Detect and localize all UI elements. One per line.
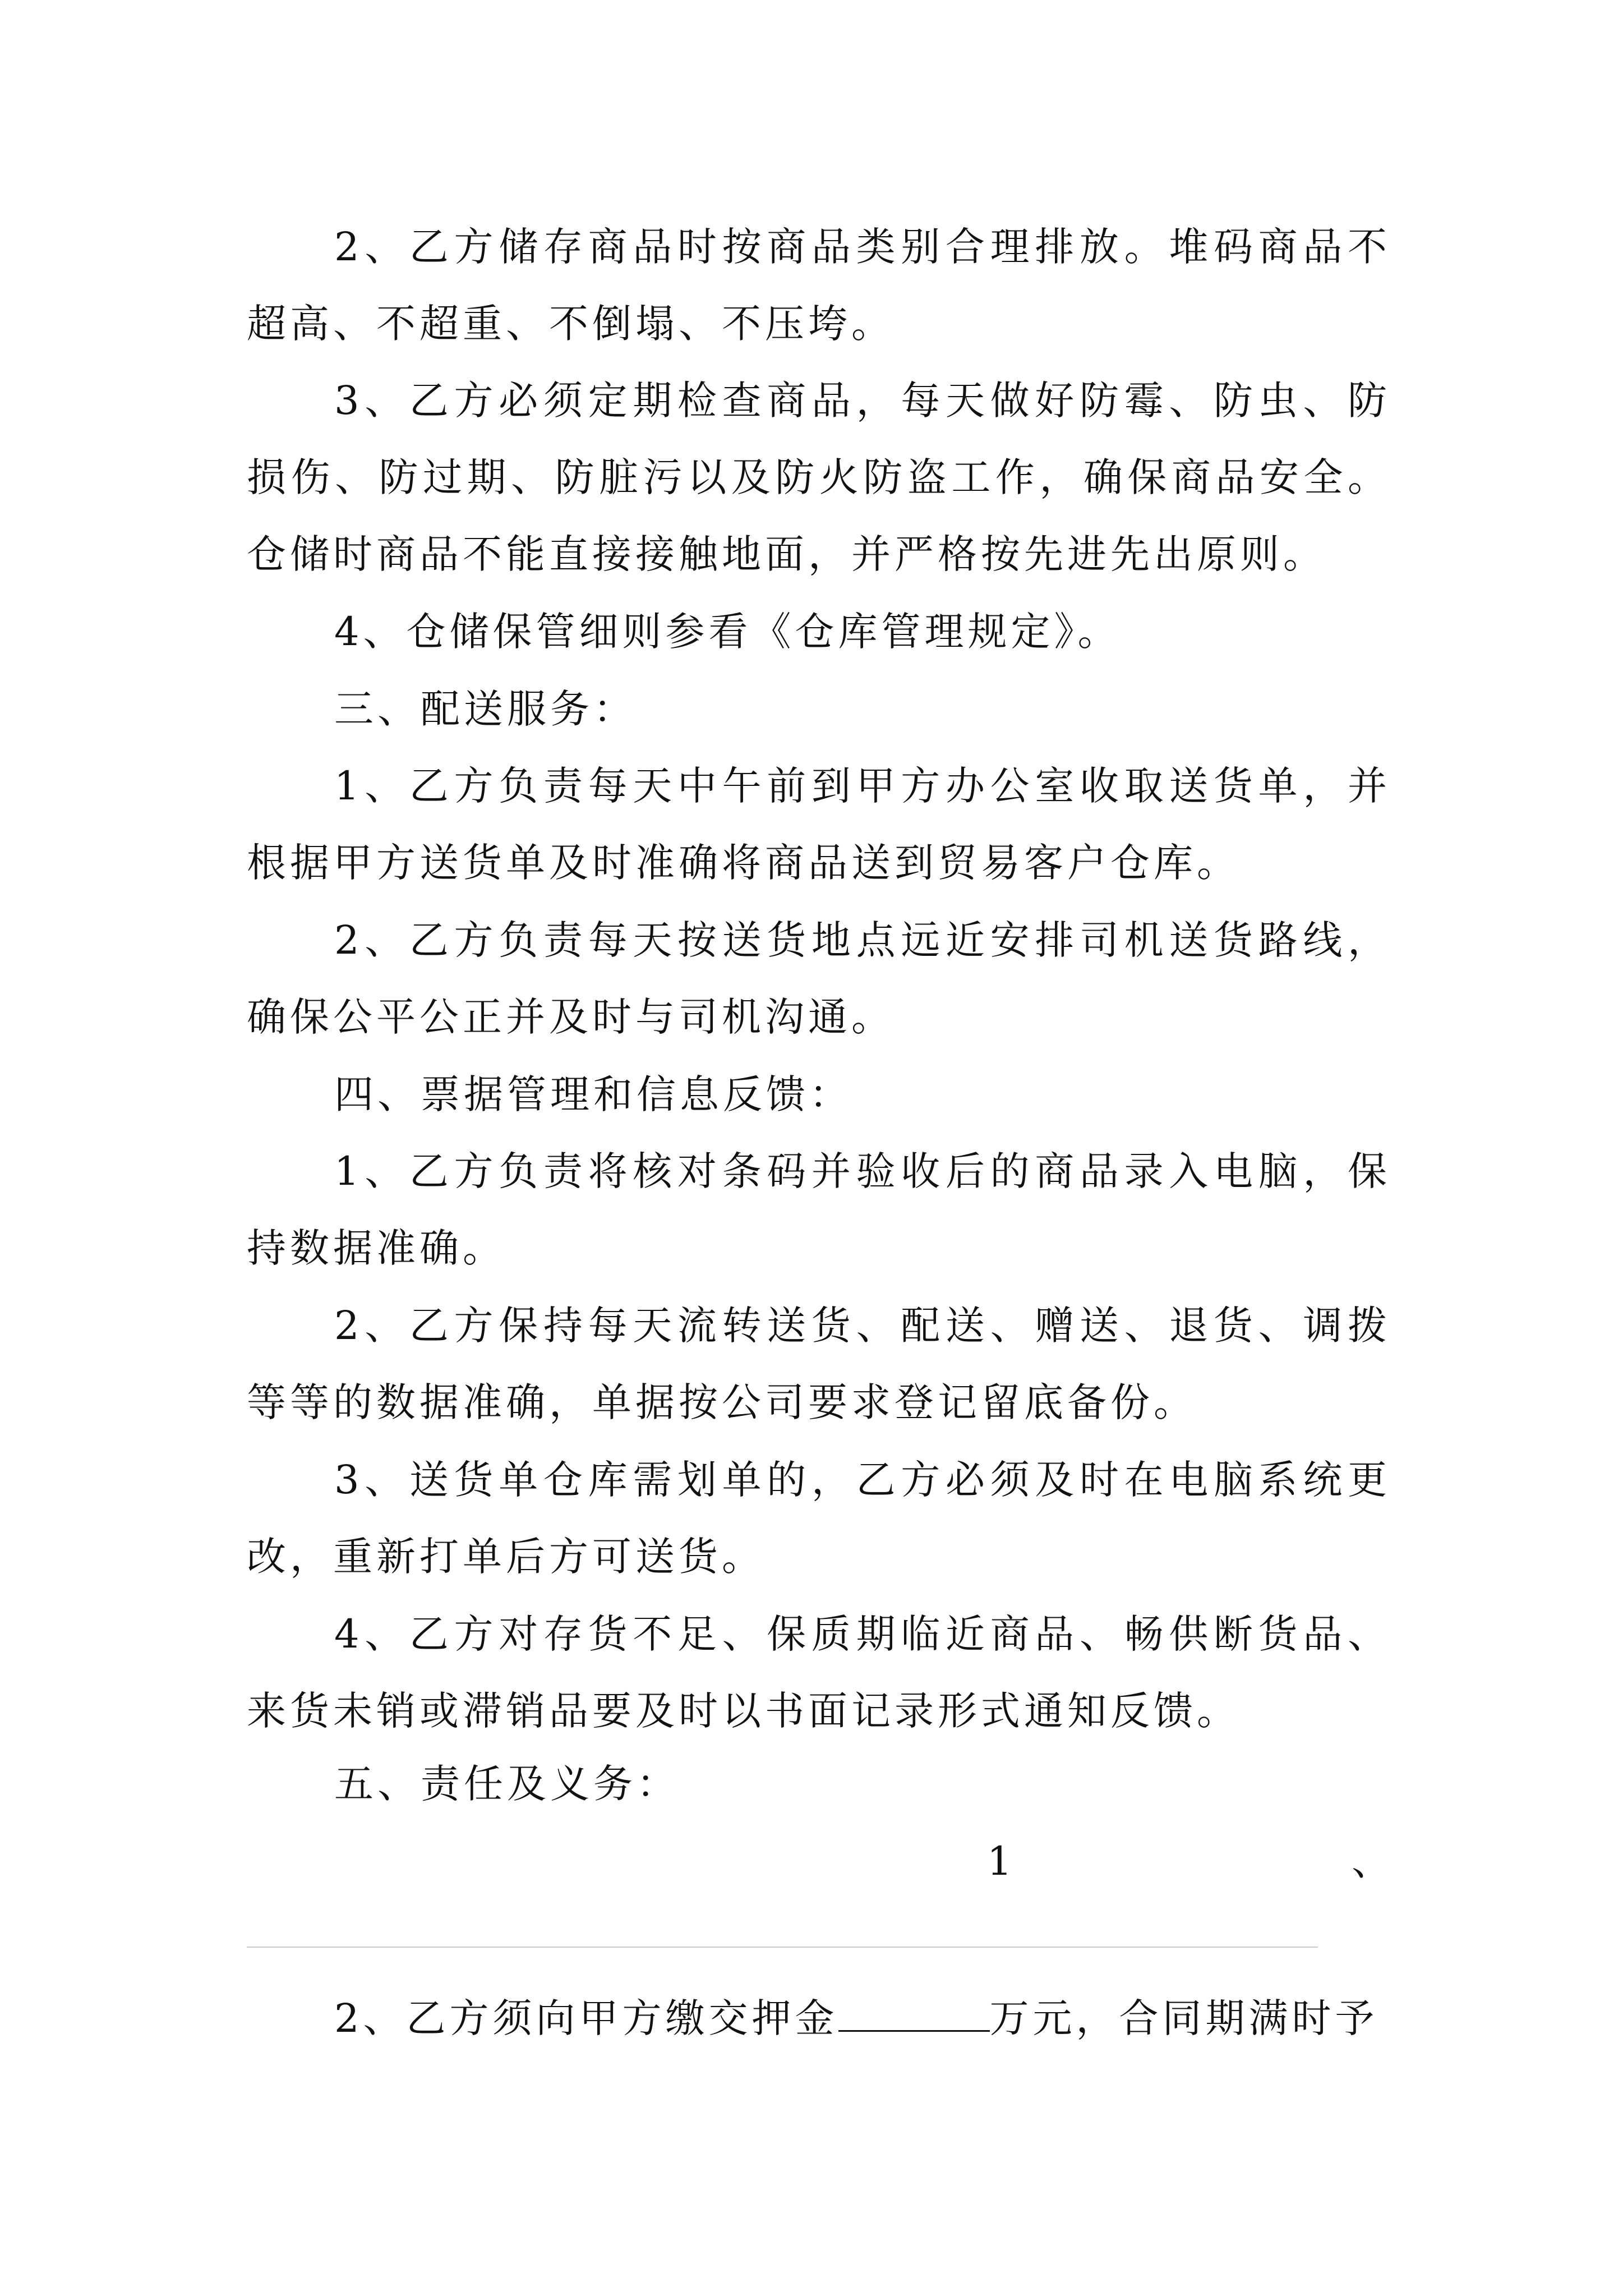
paragraph-data-entry: 1、乙方负责将核对条码并验收后的商品录入电脑，保持数据准确。 <box>247 1148 1391 1271</box>
paragraph-storage-arrangement: 2、乙方储存商品时按商品类别合理排放。堆码商品不超高、不超重、不倒塌、不压垮。 <box>247 224 1391 347</box>
deposit-amount-blank <box>838 1999 990 2032</box>
paragraph-storage-rules: 4、仓储保管细则参看《仓库管理规定》。 <box>334 609 1121 655</box>
paragraph-delivery-orders: 1、乙方负责每天中午前到甲方办公室收取送货单，并根据甲方送货单及时准确将商品送到贸易客户仓库。 <box>247 763 1391 886</box>
section-heading-responsibilities: 五、责任及义务： <box>334 1761 680 1807</box>
deposit-text-before: 2、乙方须向甲方缴交押金 <box>334 1995 838 2041</box>
paragraph-order-changes: 3、送货单仓库需划单的，乙方必须及时在电脑系统更改，重新打单后方可送货。 <box>247 1457 1391 1580</box>
paragraph-data-accuracy: 2、乙方保持每天流转送货、配送、赠送、退货、调拨等等的数据准确，单据按公司要求登记留底备份。 <box>247 1303 1391 1425</box>
page-divider <box>247 1947 1318 1948</box>
paragraph-deposit <box>247 1980 1391 2057</box>
section-heading-delivery: 三、配送服务： <box>334 686 637 732</box>
deposit-text-after: 万元，合同期满时予 <box>989 1995 1378 2041</box>
list-number: 1 <box>987 1838 1012 1884</box>
paragraph-inspection: 3、乙方必须定期检查商品，每天做好防霉、防虫、防损伤、防过期、防脏污以及防火防盗工作，确保商品安全。仓储时商品不能直接接触地面，并严格按先进先出原则。 <box>247 378 1391 577</box>
paragraph-delivery-routes: 2、乙方负责每天按送货地点远近安排司机送货路线，确保公平公正并及时与司机沟通。 <box>247 917 1391 1040</box>
section-heading-receipts: 四、票据管理和信息反馈： <box>334 1071 852 1117</box>
list-comma: 、 <box>1352 1838 1391 1884</box>
paragraph-stock-feedback: 4、乙方对存货不足、保质期临近商品、畅供断货品、来货未销或滞销品要及时以书面记录形式通知反馈。 <box>247 1611 1391 1734</box>
